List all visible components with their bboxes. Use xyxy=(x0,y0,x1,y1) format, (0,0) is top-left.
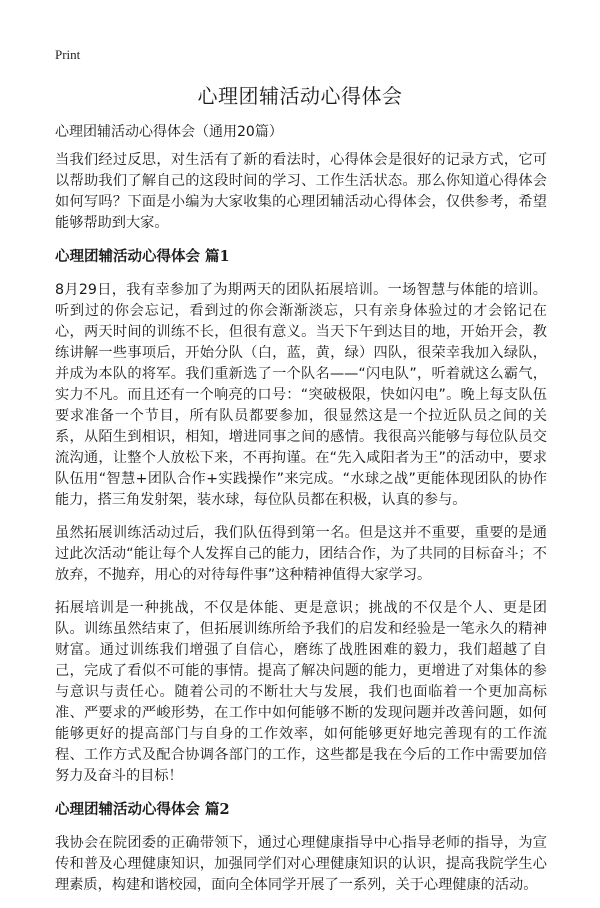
section-2 xyxy=(55,799,547,896)
document-subtitle: 心理团辅活动心得体会（通用20篇） xyxy=(55,124,283,140)
section-heading: 心理团辅活动心得体会 篇1 xyxy=(55,248,230,265)
document-body xyxy=(55,150,547,908)
section-heading: 心理团辅活动心得体会 篇2 xyxy=(55,801,230,818)
intro-paragraph: 当我们经过反思，对生活有了新的看法时，心得体会是很好的记录方式，它可以帮助我们了解自己的这段时间的学习、工作生活状态。那么你知道心得体会如何写吗？下面是小编为大家收集的心理团辅活动心得体会，仅供参考，希望能够帮助到大家。 xyxy=(55,152,547,231)
paragraph: 我协会在院团委的正确带领下，通过心理健康指导中心指导老师的指导，为宣传和普及心理健康知识，加强同学们对心理健康知识的认识，提高我院学生心理素质，构建和谐校园，面向全体同学开展了一系列，关于心理健康的活动。 xyxy=(55,835,547,893)
paragraph: 虽然拓展训练活动过后，我们队伍得到第一名。但是这并不重要，重要的是通过此次活动“能让每个人发挥自己的能力，团结合作，为了共同的目标奋斗；不放弃，不抛弃，用心的对待每件事”这种精神值得大家学习。 xyxy=(55,525,547,583)
page-title: 心理团辅活动心得体会 xyxy=(197,84,403,108)
paragraph: 8月29日，我有幸参加了为期两天的团队拓展培训。一场智慧与体能的培训。听到过的你会忘记，看到过的你会渐渐淡忘，只有亲身体验过的才会铭记在心，两天时间的训练不长，但很有意义。当天下午到达目的地，开始开会，教练讲解一些事项后，开始分队（白，蓝，黄，绿）四队，很荣幸我加入绿队，并成为本队的将军。我们重新选了一个队名——“闪电队”，听着就这么霸气，实力不凡。而且还有一个响亮的口号：“突破极限，快如闪电”。晚上每支队伍要求准备一个节目，所有队员都要参加，很显然这是一个拉近队员之间的关系，从陌生到相识，相知，增进同事之间的感情。我很高兴能够与每位队员交流沟通，让整个人放松下来，不再拘谨。在“先入咸阳者为王”的活动中，要求队伍用“智慧+团队合作+实践操作”来完成。“水球之战”更能体现团队的协作能力，搭三角发射架，装水球，每位队员都在积极，认真的参与。 xyxy=(55,282,547,508)
section-1 xyxy=(55,246,547,787)
print-link[interactable]: Print xyxy=(55,47,81,62)
paragraph: 拓展培训是一种挑战，不仅是体能、更是意识；挑战的不仅是个人、更是团队。训练虽然结束了，但拓展训练所给予我们的启发和经验是一笔永久的精神财富。通过训练我们增强了自信心，磨练了战胜困难的毅力，我们超越了自己，完成了看似不可能的事情。提高了解决问题的能力，更增进了对集体的参与意识与责任心。随着公司的不断壮大与发展，我们也面临着一个更加高标准、严要求的严峻形势，在工作中如何能够不断的发现问题并改善问题，如何能够更好的提高部门与自身的工作效率，如何能够更好地完善现有的工作流程、工作方式及配合协调各部门的工作，这些都是我在今后的工作中需要加倍努力及奋斗的目标！ xyxy=(55,600,547,784)
